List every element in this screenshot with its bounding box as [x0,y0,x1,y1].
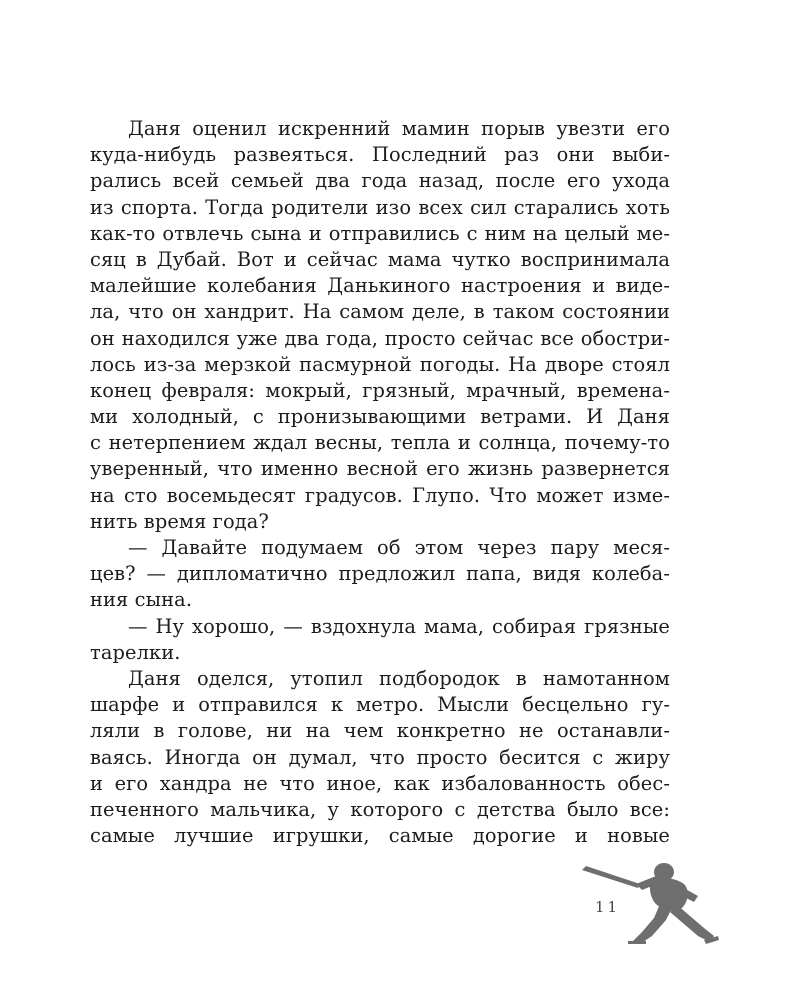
paragraph [90,614,670,666]
text-line: с нетерпением ждал весны, тепла и солнца, почему-то [90,431,670,455]
text-line: конец февраля: мокрый, грязный, мрачный, времена- [90,378,670,402]
paragraph [90,666,670,849]
text-line: печенного мальчика, у которого с детства было все: [90,797,670,821]
text-line: нить время года? [90,509,269,533]
paragraph [90,116,670,535]
text-line: ния сына. [90,588,193,612]
text-line: ваясь. Иногда он думал, что просто бесится с жиру [90,745,670,769]
text-line: ми холодный, с пронизывающими ветрами. И Даня [90,405,670,429]
text-line: тарелки. [90,640,181,664]
paragraph [90,535,670,614]
text-line: он находился уже два года, просто сейчас все обостри- [90,326,670,350]
text-line: — Давайте подумаем об этом через пару меся- [128,536,670,559]
text-line: уверенный, что именно весной его жизнь развернется [90,457,670,481]
text-line: — Ну хорошо, — вздохнула мама, собирая грязные [128,614,670,638]
text-line: куда-нибудь развеяться. Последний раз они выби- [90,143,670,167]
text-line: из спорта. Тогда родители изо всех сил старались хоть [90,195,670,219]
text-line: Даня оделся, утопил подбородок в намотанном [128,666,670,690]
text-line: ляли в голове, ни на чем конкретно не останавли- [90,719,670,743]
text-line: сяц в Дубай. Вот и сейчас мама чутко воспринимала [90,247,670,271]
text-line: ла, что он хандрит. На самом деле, в таком состоянии [90,300,670,324]
text-line: рались всей семьей два года назад, после его ухода [90,169,670,193]
text-line: малейшие колебания Данькиного настроения и виде- [90,274,670,298]
text-line: Даня оценил искренний мамин порыв увезти его [128,117,670,140]
text-line: и его хандра не что иное, как избалованность обес- [90,771,670,795]
page-number: 11 [595,898,621,916]
hockey-player-icon [580,856,720,946]
text-line: на сто восемьдесят градусов. Глупо. Что может изме- [90,483,670,507]
text-line: самые лучшие игрушки, самые дорогие и новые [90,824,670,848]
text-line: шарфе и отправился к метро. Мысли бесцельно гу- [90,693,670,717]
text-line: как-то отвлечь сына и отправились с ним на целый ме- [90,221,670,245]
text-line: цев? — дипломатично предложил папа, видя колеба- [90,562,670,586]
body-text [90,116,670,849]
text-line: лось из-за мерзкой пасмурной погоды. На дворе стоял [90,352,670,376]
